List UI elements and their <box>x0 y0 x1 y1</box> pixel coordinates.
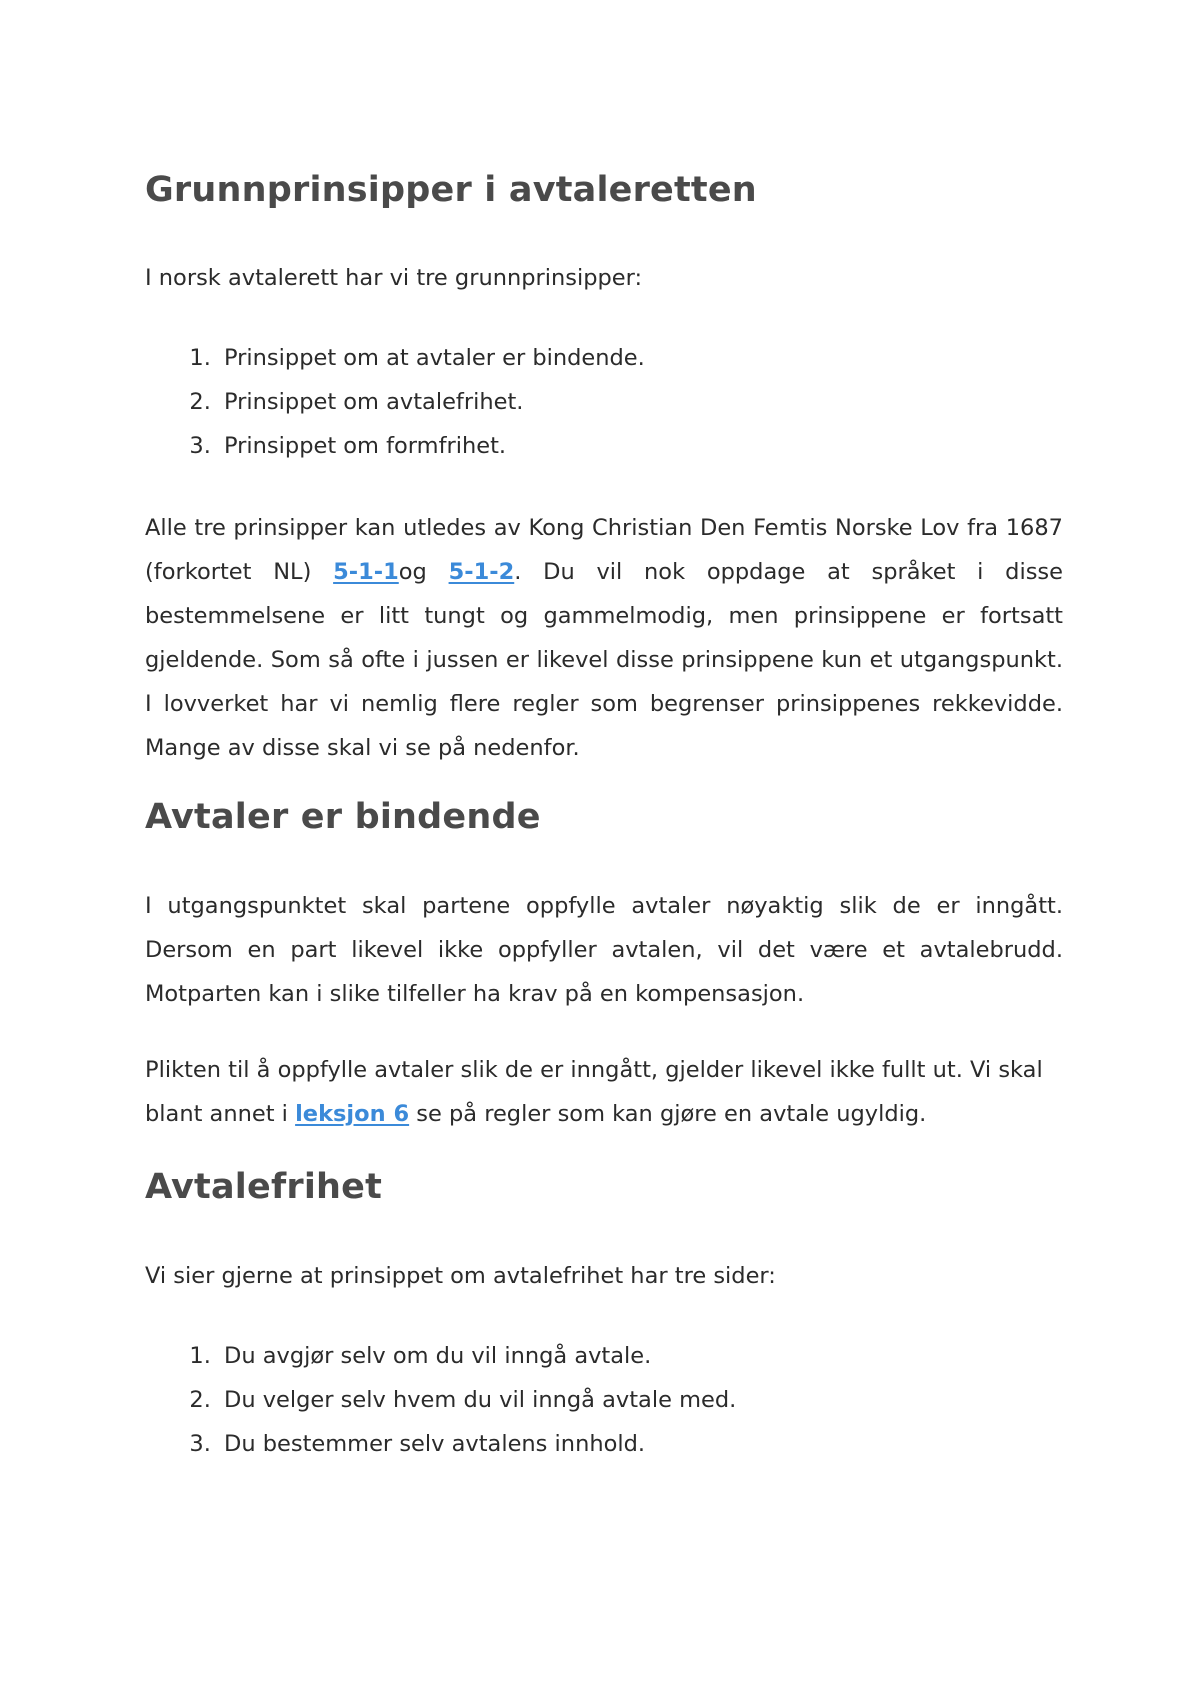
lesson-6-link[interactable]: leksjon 6 <box>295 1101 410 1127</box>
principles-list <box>145 336 1063 468</box>
nl-link-5-1-2[interactable]: 5-1-2 <box>448 559 515 585</box>
section-heading-binding: Avtaler er bindende <box>145 797 541 837</box>
binding-paragraph: I utgangspunktet skal partene oppfylle avtaler nøyaktig slik de er inngått. Dersom en part likevel ikke oppfyller avtalen, vil det være et avtalebrudd. Motparten kan i slike tilfeller ha krav på en kompensasjon. <box>145 893 1063 1007</box>
list-item: 1. Du avgjør selv om du vil inngå avtale. <box>218 1334 1063 1378</box>
binding-text-after: se på regler som kan gjøre en avtale ugyldig. <box>409 1101 927 1127</box>
list-item: 2. Du velger selv hvem du vil inngå avtale med. <box>218 1378 1063 1422</box>
freedom-list <box>145 1334 1063 1466</box>
freedom-intro: Vi sier gjerne at prinsippet om avtalefrihet har tre sider: <box>145 1263 776 1289</box>
binding-paragraph-2 <box>145 1048 1063 1136</box>
nl-text-after: . Du vil nok oppdage at språket i disse bestemmelsene er litt tungt og gammelmodig, men prinsippene er fortsatt gjeldende. Som så ofte i jussen er likevel disse prinsippene kun et utgangspunkt. I lovverket har vi nemlig flere regler som begrenser prinsippenes rekkevidde. Mange av disse skal vi se på nedenfor. <box>145 559 1064 761</box>
list-item: 3. Prinsippet om formfrihet. <box>218 424 1063 468</box>
nl-text-middle: og <box>398 559 449 585</box>
nl-link-5-1-1[interactable]: 5-1-1 <box>333 559 399 585</box>
section-heading-freedom: Avtalefrihet <box>145 1167 383 1207</box>
nl-paragraph <box>145 506 1063 770</box>
list-item: 2. Prinsippet om avtalefrihet. <box>218 380 1063 424</box>
binding-text-before: Plikten til å oppfylle avtaler slik de er inngått, gjelder likevel ikke fullt ut. Vi skal blant annet i <box>145 1057 1043 1127</box>
list-item: 3. Du bestemmer selv avtalens innhold. <box>218 1422 1063 1466</box>
list-item: 1. Prinsippet om at avtaler er bindende. <box>218 336 1063 380</box>
nl-text-before: Alle tre prinsipper kan utledes av Kong Christian Den Femtis Norske Lov fra 1687 (forkortet NL) <box>145 515 1063 585</box>
intro-paragraph: I norsk avtalerett har vi tre grunnprinsipper: <box>145 265 643 291</box>
page-title: Grunnprinsipper i avtaleretten <box>145 170 757 210</box>
